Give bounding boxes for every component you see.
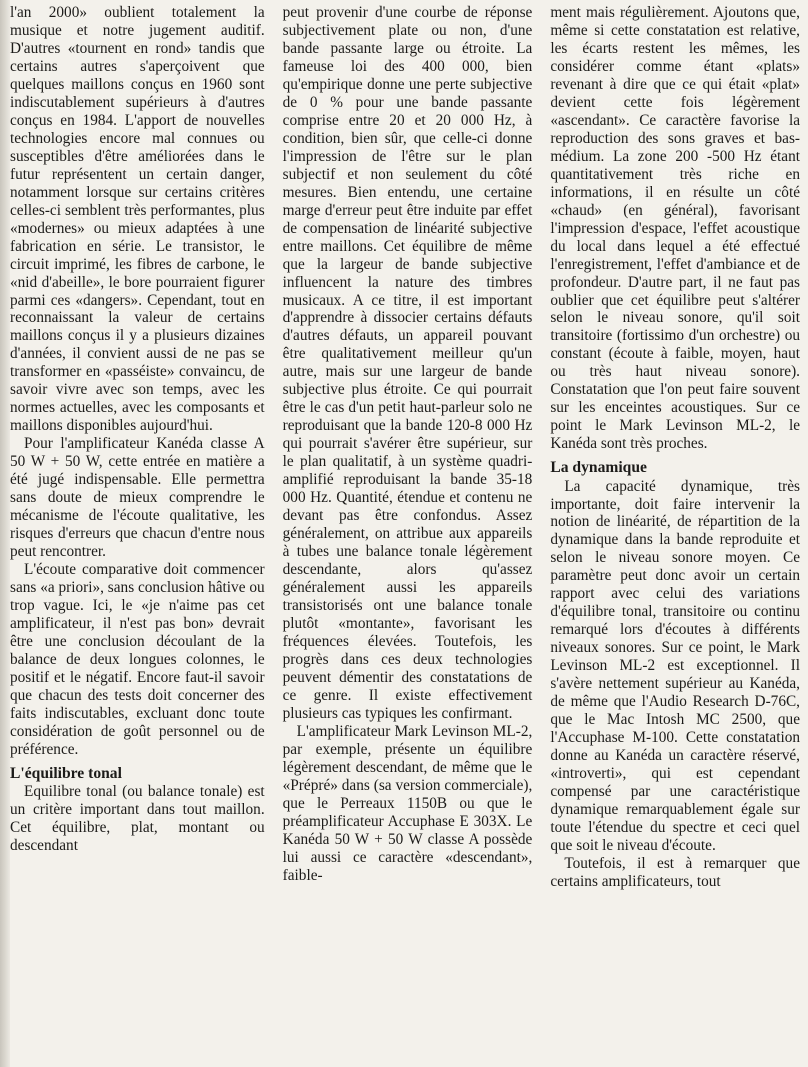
text-column-1	[10, 4, 265, 1067]
text-column-2	[283, 4, 533, 1067]
paragraph: l'an 2000» oublient totalement la musique et notre jugement auditif. D'autres «tournent en rond» tandis que certains autres s'aperçoivent que quelques maillons conçus en 1960 sont indiscutablement supérieurs à d'autres conçus en 1984. L'apport de nouvelles technologies encore mal connues ou susceptibles d'être améliorées dans le futur représentent un certain danger, notamment lorsque sur certains critères celles-ci semblent très performantes, plus «modernes» ou mieux adaptées à une fabrication en série. Le transistor, le circuit imprimé, les fibres de carbone, le «nid d'abeille», le bore pourraient figurer parmi ces «dangers». Cependant, tout en reconnaissant la valeur de certains maillons conçus il y a plusieurs dizaines d'années, il convient aussi de ne pas se transformer en «passéiste» convaincu, de savoir vivre avec son temps, avec les normes actuelles, avec les composants et maillons disponibles aujourd'hui.	[10, 4, 265, 435]
paragraph: ment mais régulièrement. Ajoutons que, même si cette constatation est relative, les écarts restent les mêmes, les considérer comme étant «plats» revenant à dire que ce qui était «plat» devient cette fois légèrement «ascendant». Ce caractère favorise la reproduction des sons graves et bas-médium. La zone 200 -500 Hz étant quantitativement très riche en informations, il en résulte un côté «chaud» (en général), favorisant l'impression d'espace, l'effet acoustique du local dans lequel a été effectué l'enregistrement, l'effet d'ambiance et de profondeur. D'autre part, il ne faut pas oublier que cet équilibre peut s'altérer selon le niveau sonore, qu'il soit transitoire (fortissimo d'un orchestre) ou constant (écoute à faible, moyen, haut ou très haut niveau sonore). Constatation que l'on peut faire souvent sur les enceintes acoustiques. Sur ce point le Mark Levinson ML-2, le Kanéda sont très proches.	[550, 4, 800, 453]
paragraph: La capacité dynamique, très importante, doit faire intervenir la notion de linéarité, de répartition de la dynamique dans la bande reproduite et selon le niveau sonore moyen. Ce paramètre peut donc avoir un certain rapport avec celui des variations d'équilibre tonal, transitoire ou continu remarqué lors d'écoutes à différents niveaux sonores. Sur ce point, le Mark Levinson ML-2 est exceptionnel. Il s'avère nettement supérieur au Kanéda, de même que l'Audio Research D-76C, que le Mac Intosh MC 2500, que l'Accuphase M-100. Cette constatation donne au Kanéda un caractère réservé, «introverti», qui est cependant compensé par une caractéristique dynamique remarquablement égale sur toute l'étendue du spectre et ceci quel que soit le niveau d'écoute.	[550, 477, 800, 854]
paragraph: L'écoute comparative doit commencer sans «a priori», sans conclusion hâtive ou trop vague. Ici, le «je n'aime pas cet amplificateur, il n'est pas bon» devrait être une conclusion découlant de la balance de deux longues colonnes, le positif et le négatif. Encore faut-il savoir que chacun des tests doit concerner des faits indiscutables, excluant donc toute considération de goût personnel ou de préférence.	[10, 561, 265, 758]
page-binding-shadow	[0, 0, 10, 1067]
paragraph: Pour l'amplificateur Kanéda classe A 50 W + 50 W, cette entrée en matière a été jugé indispensable. Elle permettra sans doute de mieux comprendre le mécanisme de l'écoute qualitative, les risques d'erreurs que chacun d'entre nous peut rencontrer.	[10, 435, 265, 561]
paragraph: Equilibre tonal (ou balance tonale) est un critère important dans tout maillon. Cet équilibre, plat, montant ou descendant	[10, 783, 265, 854]
text-column-3	[550, 4, 800, 1067]
section-heading-equilibre-tonal: L'équilibre tonal	[10, 764, 122, 782]
section-heading-dynamique: La dynamique	[550, 459, 647, 477]
paragraph: Toutefois, il est à remarquer que certains amplificateurs, tout	[550, 854, 800, 890]
paragraph: peut provenir d'une courbe de réponse subjectivement plate ou non, d'une bande passante large ou étroite. La fameuse loi des 400 000, bien qu'empirique donne une perte subjective de 0 % pour une bande passante comprise entre 20 et 20 000 Hz, à condition, bien sûr, que celle-ci donne l'impression de l'être sur le plan subjectif et non seulement du côté mesures. Bien entendu, une certaine marge d'erreur peut être induite par effet de compensation de linéarité subjective entre maillons. Cet équilibre de même que la largeur de bande subjective influencent la nature des timbres musicaux. A ce titre, il est important d'apprendre à dissocier certains défauts d'autres défauts, un appareil pouvant être qualitativement meilleur qu'un autre, mais sur une largeur de bande subjective plus étroite. Ce qui pourrait être le cas d'un petit haut-parleur solo ne reproduisant que la bande 120-8 000 Hz qui pourrait s'avérer être supérieur, sur le plan qualitatif, à un système quadri-amplifié reproduisant la bande 35-18 000 Hz. Quantité, étendue et contenu ne devant pas être confondus. Assez généralement, on attribue aux appareils à tubes une balance tonale légèrement descendante, alors qu'assez généralement aussi les appareils transistorisés ont une balance tonale plutôt «montante», favorisant les fréquences élevées. Toutefois, les progrès dans ces deux technologies peuvent démentir des constatations de ce genre. Il existe effectivement plusieurs cas typiques les confirmant.	[282, 4, 533, 722]
paragraph: L'amplificateur Mark Levinson ML-2, par exemple, présente un équilibre légèrement descendant, de même que le «Prépré» dans (sa version commerciale), que le Perreaux 1150B ou que le préamplificateur Accuphase E 303X. Le Kanéda 50 W + 50 W classe A possède lui aussi ce caractère «descendant», faible-	[282, 722, 533, 884]
